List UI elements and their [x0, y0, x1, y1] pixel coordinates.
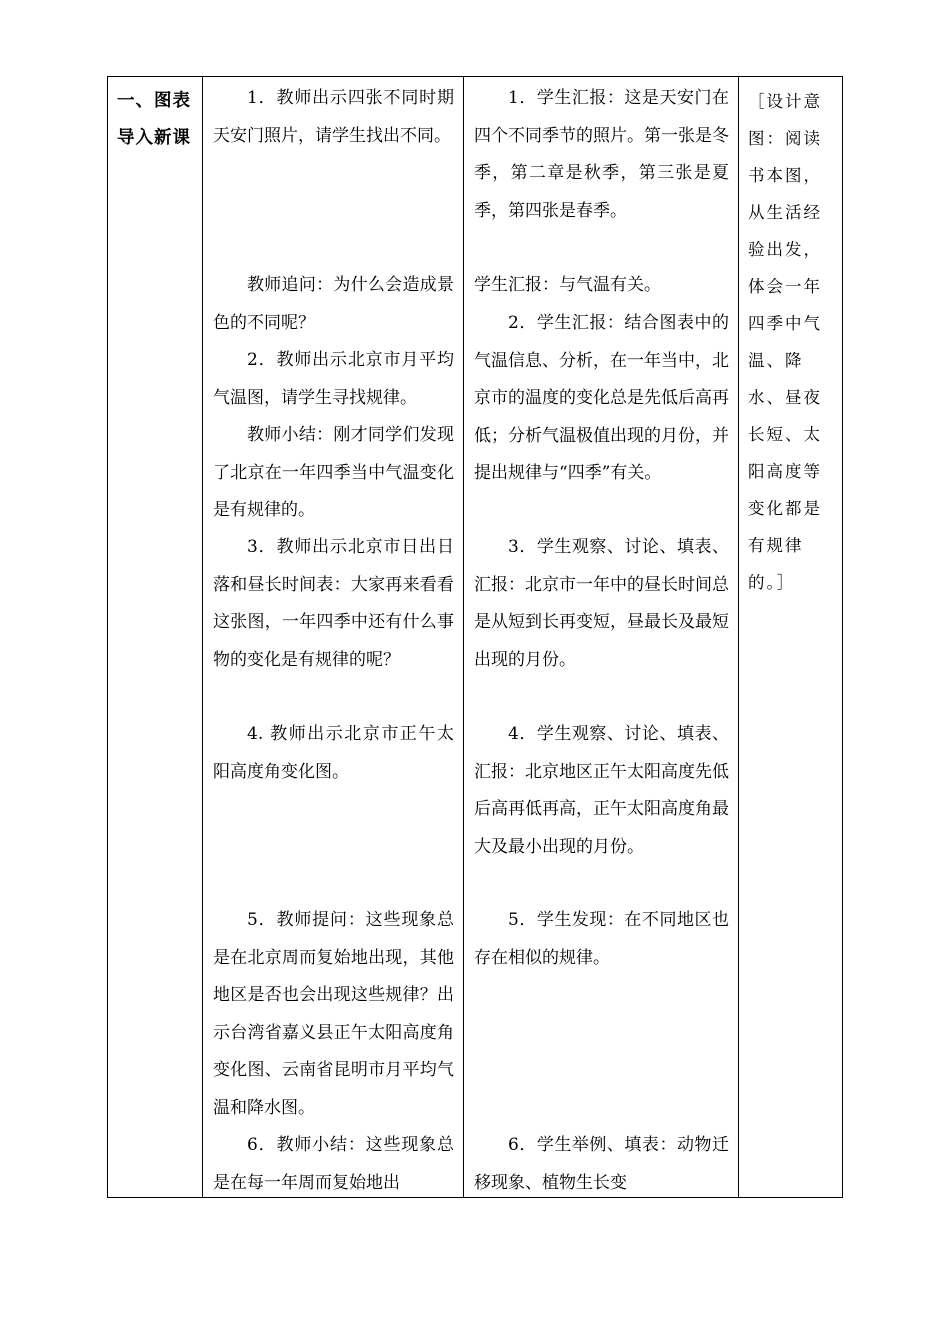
column-divider: [202, 77, 203, 1197]
teacher-step-4: 4. 教师出示北京市正午太阳高度角变化图。: [213, 724, 454, 782]
teacher-step-1: 1．教师出示四张不同时期天安门照片，请学生找出不同。: [213, 88, 454, 146]
student-step-2: 2．学生汇报：结合图表中的气温信息、分析，在一年当中，北京市的温度的变化总是先低后高再低；分析气温极值出现的月份，并提出规律与“四季”有关。: [474, 313, 729, 483]
teacher-step-5: 5．教师提问：这些现象总是在北京周而复始地出现，其他地区是否也会出现这些规律？出示台湾省嘉义县正午太阳高度角变化图、云南省昆明市月平均气温和降水图。: [213, 910, 454, 1118]
design-intent-text: ［设计意图：阅读书本图，从生活经验出发，体会一年四季中气温、降水、昼夜长短、太阳高度等变化都是有规律的。］: [748, 92, 822, 592]
student-step-5: 5．学生发现：在不同地区也存在相似的规律。: [474, 910, 729, 968]
lesson-table: [107, 76, 843, 1198]
column-divider: [738, 77, 739, 1197]
student-step-4: 4．学生观察、讨论、填表、汇报：北京地区正午太阳高度先低后高再低再高，正午太阳高度角最大及最小出现的月份。: [474, 724, 729, 857]
stage-cell: [108, 77, 202, 1197]
teacher-followup-question: 教师追问：为什么会造成景色的不同呢？: [213, 275, 454, 333]
student-report: 学生汇报：与气温有关。: [474, 275, 661, 295]
student-step-1: 1．学生汇报：这是天安门在四个不同季节的照片。第一张是冬季，第二章是秋季，第三张是夏季，第四张是春季。: [474, 88, 729, 221]
stage-title: 一、图表导入新课: [117, 91, 191, 148]
teacher-step-3: 3．教师出示北京市日出日落和昼长时间表：大家再来看看这张图，一年四季中还有什么事物的变化是有规律的呢？: [213, 537, 454, 670]
student-step-6: 6．学生举例、填表：动物迁移现象、植物生长变: [474, 1135, 729, 1193]
teacher-step-2: 2．教师出示北京市月平均气温图，请学生寻找规律。: [213, 350, 454, 408]
teacher-summary-1: 教师小结：刚才同学们发现了北京在一年四季当中气温变化是有规律的。: [213, 425, 454, 520]
student-step-3: 3．学生观察、讨论、填表、汇报：北京市一年中的昼长时间总是从短到长再变短，昼最长及最短出现的月份。: [474, 537, 729, 670]
teacher-activity-cell: [204, 77, 462, 1197]
column-divider: [463, 77, 464, 1197]
student-activity-cell: [465, 77, 737, 1197]
design-intent-cell: [740, 77, 842, 1197]
teacher-step-6: 6．教师小结：这些现象总是在每一年周而复始地出: [213, 1135, 454, 1193]
